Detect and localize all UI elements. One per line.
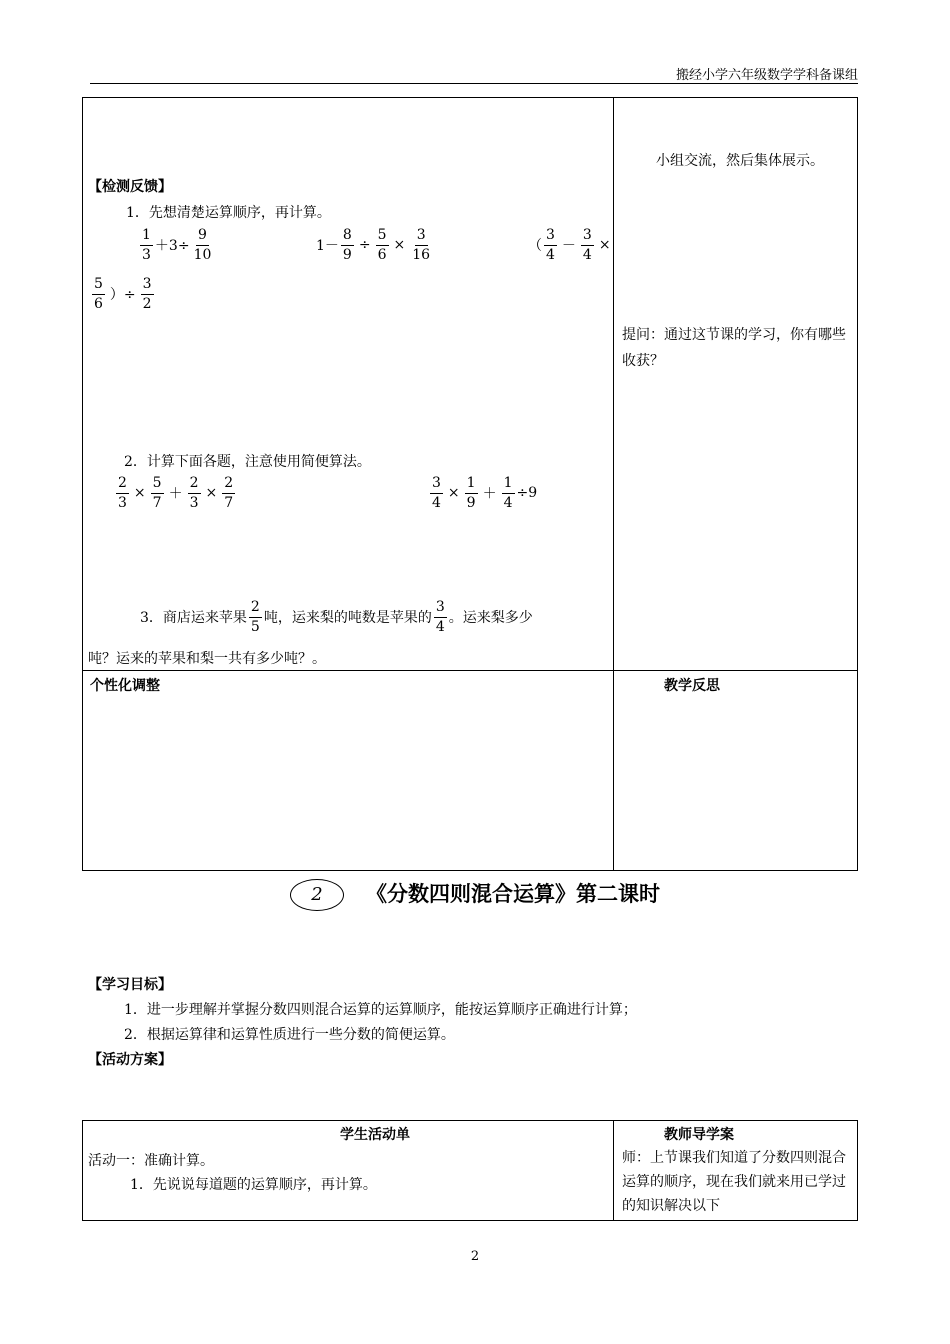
lesson-title-text: 《分数四则混合运算》第二课时 — [366, 882, 660, 906]
teacher-guide-header: 教师导学案 — [664, 1127, 734, 1143]
page-header: 搬经小学六年级数学学科备课组 — [675, 68, 858, 83]
teacher-guide-text: 师：上节课我们知道了分数四则混合运算的顺序，现在我们就来用已学过的知识解决以下 — [622, 1150, 846, 1214]
personal-adjust-label: 个性化调整 — [90, 678, 160, 694]
group-share-note: 小组交流，然后集体展示。 — [656, 153, 824, 169]
activity-table-divider — [613, 1120, 614, 1221]
q2-expr-1: $\frac{2}{3}$ × $\frac{5}{7}$ ＋ $\frac{2}{3}$ × $\frac{2}{7}$ — [118, 475, 234, 511]
q3-line-1: 3．商店运来苹果 $\frac{2}{5}$ 吨，运来梨的吨数是苹果的 $\frac{3}{4}$ 。运来梨多少 — [140, 599, 533, 635]
plan-heading: 【活动方案】 — [88, 1052, 172, 1068]
upper-table-row-rule — [82, 670, 858, 671]
student-activity-header: 学生活动单 — [340, 1127, 410, 1143]
header-rule — [90, 83, 858, 84]
page-number: 2 — [470, 1249, 480, 1264]
q1-expr-1: $\frac{1}{3}$ ＋3÷ $\frac{9}{10}$ — [142, 227, 212, 263]
feedback-heading: 【检测反馈】 — [88, 179, 172, 195]
teaching-reflection-label: 教学反思 — [664, 678, 720, 694]
lesson-title — [0, 878, 950, 911]
q1-expr-3a: （ $\frac{3}{4}$ － $\frac{3}{4}$ × — [528, 227, 611, 263]
q3-line-2: 吨？运来的苹果和梨一共有多少吨？。 — [88, 651, 326, 667]
upper-table-divider — [613, 97, 614, 871]
activity-1-item: 1．先说说每道题的运算顺序，再计算。 — [130, 1177, 377, 1193]
goals-heading: 【学习目标】 — [88, 977, 172, 993]
q1-expr-2: 1－ $\frac{8}{9}$ ÷ $\frac{5}{6}$ × $\frac{3}{16}$ — [316, 227, 431, 263]
q2-label: 2．计算下面各题，注意使用简便算法。 — [124, 454, 371, 470]
goal-item-2: 2．根据运算律和运算性质进行一些分数的简便运算。 — [124, 1027, 455, 1043]
goal-item-1: 1．进一步理解并掌握分数四则混合运算的运算顺序，能按运算顺序正确进行计算； — [124, 1002, 637, 1018]
q1-label: 1．先想清楚运算顺序，再计算。 — [126, 205, 331, 221]
lesson-number-oval: 2 — [290, 879, 344, 911]
q1-expr-3b: $\frac{5}{6}$ ）÷ $\frac{3}{2}$ — [94, 276, 152, 312]
question-note: 提问：通过这节课的学习，你有哪些收获？ — [622, 327, 846, 369]
activity-1-label: 活动一：准确计算。 — [88, 1153, 214, 1169]
q2-expr-2: $\frac{3}{4}$ × $\frac{1}{9}$ ＋ $\frac{1}{4}$ ÷9 — [432, 475, 538, 511]
